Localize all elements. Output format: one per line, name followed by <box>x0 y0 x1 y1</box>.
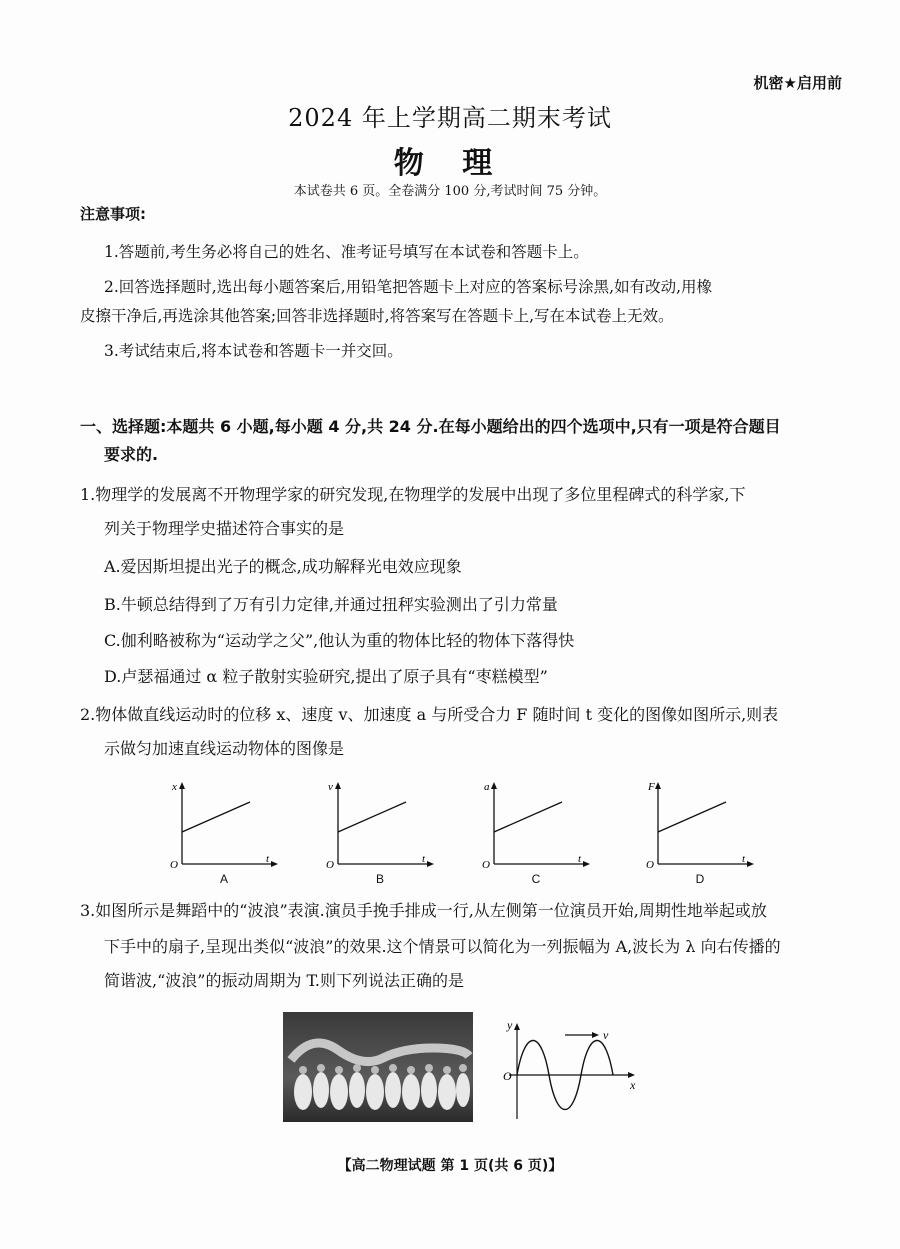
q1-option-d: D.卢瑟福通过 α 粒子散射实验研究,提出了原子具有“枣糕模型” <box>104 667 548 686</box>
axis-y-label: x <box>172 781 177 793</box>
graph-caption: D <box>695 872 705 886</box>
wave-x-label: x <box>630 1078 636 1092</box>
notice-item-3: 3.考试结束后,将本试卷和答题卡一并交回。 <box>104 342 403 360</box>
q2-graph-c <box>480 778 592 888</box>
subject-title: 物 理 <box>393 146 507 181</box>
wave-velocity-label: v <box>603 1028 609 1042</box>
q3-stem: 3.如图所示是舞蹈中的“波浪”表演.演员手挽手排成一行,从左侧第一位演员开始,周期性地举起或放 <box>80 901 767 920</box>
axis-x-label: t <box>742 853 746 865</box>
axis-x-label: t <box>422 853 426 865</box>
axis-y-label: a <box>484 781 490 793</box>
wave-origin-label: O <box>503 1069 512 1083</box>
notice-item-2-cont: 皮擦干净后,再选涂其他答案;回答非选择题时,将答案写在答题卡上,写在本试卷上无效。 <box>80 307 674 325</box>
axis-y-label: F <box>648 781 655 793</box>
q2-graph-b <box>324 778 436 888</box>
q1-option-b: B.牛顿总结得到了万有引力定律,并通过扭秤实验测出了引力常量 <box>104 595 558 614</box>
notice-item-1: 1.答题前,考生务必将自己的姓名、准考证号填写在本试卷和答题卡上。 <box>104 243 589 261</box>
q3-stem-cont-1: 下手中的扇子,呈现出类似“波浪”的效果.这个情景可以简化为一列振幅为 A,波长为 λ 向右传播的 <box>104 937 781 956</box>
exam-meta: 本试卷共 6 页。全卷满分 100 分,考试时间 75 分钟。 <box>293 184 607 199</box>
section-heading: 一、选择题:本题共 6 小题,每小题 4 分,共 24 分.在每小题给出的四个选项中,只有一项是符合题目 <box>80 417 781 436</box>
confidential-mark: 机密★启用前 <box>753 74 842 92</box>
notice-item-2: 2.回答选择题时,选出每小题答案后,用铅笔把答题卡上对应的答案标号涂黑,如有改动,用橡 <box>104 278 712 296</box>
graph-caption: A <box>219 872 228 886</box>
axis-y-label: v <box>328 781 333 793</box>
q2-graph-d <box>644 778 756 888</box>
q1-stem-cont: 列关于物理学史描述符合事实的是 <box>104 519 345 538</box>
origin-label: O <box>170 859 178 870</box>
q3-stem-cont-2: 简谐波,“波浪”的振动周期为 T.则下列说法正确的是 <box>104 971 464 990</box>
q2-stem: 2.物体做直线运动时的位移 x、速度 v、加速度 a 与所受合力 F 随时间 t 变化的图像如图所示,则表 <box>80 705 779 724</box>
axis-x-label: t <box>266 853 270 865</box>
graph-caption: B <box>375 872 384 886</box>
notice-title: 注意事项: <box>80 205 146 223</box>
axis-x-label: t <box>578 853 582 865</box>
q1-option-c: C.伽利略被称为“运动学之父”,他认为重的物体比轻的物体下落得快 <box>104 631 575 650</box>
exam-title: 2024 年上学期高二期末考试 <box>288 104 612 132</box>
q1-stem: 1.物理学的发展离不开物理学家的研究发现,在物理学的发展中出现了多位里程碑式的科学家,下 <box>80 485 746 504</box>
q2-graph-a <box>168 778 280 888</box>
q3-wave-diagram <box>495 1015 640 1125</box>
q2-stem-cont: 示做匀加速直线运动物体的图像是 <box>104 739 345 758</box>
section-heading-cont: 要求的. <box>104 445 159 464</box>
dance-wave-photo <box>283 1012 473 1122</box>
graph-caption: C <box>531 872 541 886</box>
origin-label: O <box>646 859 654 870</box>
origin-label: O <box>326 859 334 870</box>
q1-option-a: A.爱因斯坦提出光子的概念,成功解释光电效应现象 <box>104 557 462 576</box>
page-footer: 【高二物理试题 第 1 页(共 6 页)】 <box>337 1158 563 1174</box>
origin-label: O <box>482 859 490 870</box>
wave-y-label: y <box>507 1018 513 1032</box>
